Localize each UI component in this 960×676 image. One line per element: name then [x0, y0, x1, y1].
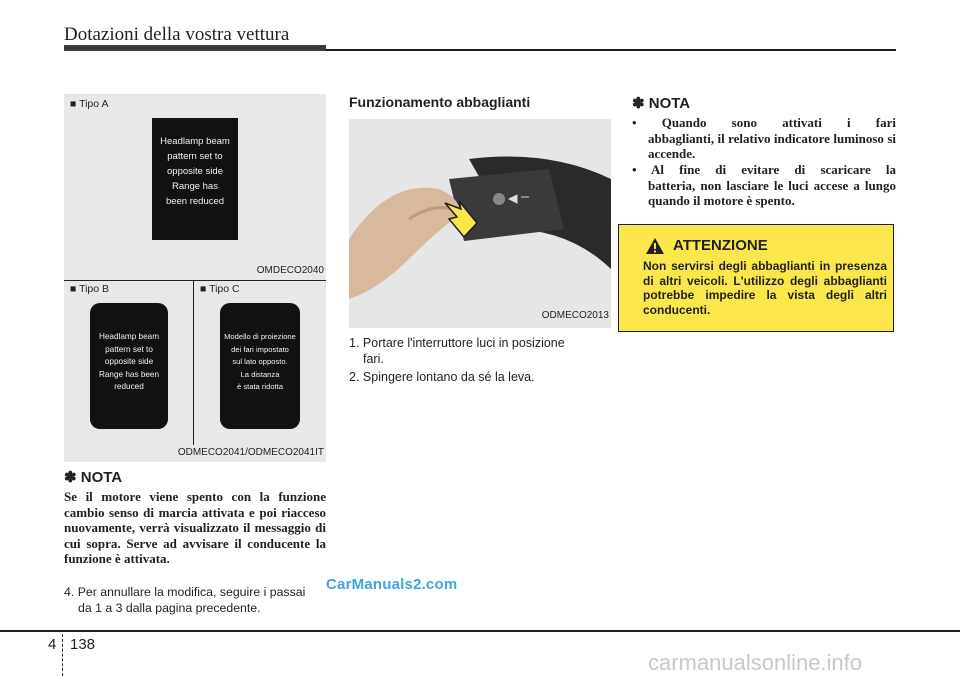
bullet-continued: abbaglianti, il relativo indicatore luminoso si accende.	[648, 130, 896, 161]
step-2	[349, 369, 613, 385]
display-line: been reduced	[165, 196, 225, 207]
step-text: Spingere lontano da sé la leva.	[362, 370, 535, 384]
display-line: La distanza	[240, 369, 280, 379]
figure-type-a-label: ■ Tipo A	[70, 98, 109, 110]
step-text: Per annullare la modifica, seguire i passai	[77, 585, 306, 599]
figure-code-top: OMDECO2040	[256, 265, 324, 276]
display-line: è stata ridotta	[236, 382, 283, 391]
display-line: Range has been	[98, 369, 160, 379]
lever-illustration	[349, 119, 611, 328]
left-note-text: Se il motore viene spento con la funzione cambio senso di marcia attivata e poi riacceso nuovamente, verrà visualizzato il messaggio di cui sopra. Serve ad avvisare il conducente la funzione è attivata.	[64, 489, 326, 566]
step-text: Portare l'interruttore luci in posizione	[362, 336, 565, 350]
step-number: 2.	[349, 370, 360, 384]
bullet-line: • Quando sono attivati i fari	[632, 115, 896, 130]
left-note-title: ✽ NOTA	[64, 469, 123, 486]
display-line: opposite side	[104, 357, 154, 366]
display-line: opposite side	[167, 166, 223, 177]
display-line: dei fari impostato	[231, 344, 289, 354]
display-line: pattern set to	[167, 151, 223, 162]
switch-knob	[493, 193, 505, 205]
warning-triangle-icon	[645, 237, 665, 255]
figure-type-b-label: ■ Tipo B	[70, 283, 110, 295]
display-line: pattern set to	[105, 344, 153, 354]
display-line: Modello di proiezione	[224, 332, 296, 341]
section-title: Funzionamento abbaglianti	[349, 94, 531, 110]
warning-title: ATTENZIONE	[673, 237, 768, 254]
right-note-bullet-2	[632, 162, 896, 209]
watermark-carmanuals2: CarManuals2.com	[326, 576, 458, 593]
display-line: Range has	[172, 181, 218, 192]
footer-separator	[62, 634, 63, 676]
display-line: Headlamp beam	[160, 136, 230, 147]
warning-text: Non servirsi degli abbaglianti in presenza di altri veicoli. L'utilizzo degli abbaglianti potrebbe impedire la vista degli altri conducenti.	[643, 259, 887, 317]
chapter-number: 4	[48, 636, 57, 653]
step-text-continued: da 1 a 3 dalla pagina precedente.	[78, 601, 261, 615]
figure-type-b-c	[64, 281, 326, 462]
step-text-continued: fari.	[363, 352, 384, 366]
right-note-title: ✽ NOTA	[632, 95, 691, 112]
bullet-continued: batteria, non lasciare le luci accese a lungo quando il motore è spento.	[648, 177, 896, 208]
footer-rule	[0, 630, 960, 632]
warning-box	[618, 224, 894, 332]
figure-divider	[193, 281, 194, 445]
display-line: reduced	[114, 382, 144, 391]
display-line: sul lato opposto.	[232, 357, 288, 366]
page-number: 138	[70, 636, 96, 653]
display-type-a	[152, 118, 238, 240]
display-line: Headlamp beam	[98, 332, 160, 341]
page-header-title: Dotazioni della vostra vettura	[64, 24, 290, 45]
left-step-4	[64, 584, 328, 616]
step-1	[349, 335, 613, 367]
figure-code-middle: ODMECO2013	[541, 310, 609, 321]
bullet-line: • Al fine di evitare di scaricare la	[632, 162, 896, 177]
figure-code-bottom: ODMECO2041/ODMECO2041IT	[177, 447, 324, 458]
watermark-carmanualsonline: carmanualsonline.info	[648, 650, 863, 675]
right-note-bullet-1	[632, 115, 896, 162]
display-type-b	[90, 303, 168, 429]
figure-type-c-label: ■ Tipo C	[200, 283, 240, 295]
step-number: 1.	[349, 336, 360, 350]
step-number: 4.	[64, 585, 75, 599]
display-type-c	[220, 303, 300, 429]
headlight-lever-illustration	[349, 119, 611, 328]
figure-type-a	[64, 94, 326, 280]
header-rule-accent	[64, 45, 326, 51]
